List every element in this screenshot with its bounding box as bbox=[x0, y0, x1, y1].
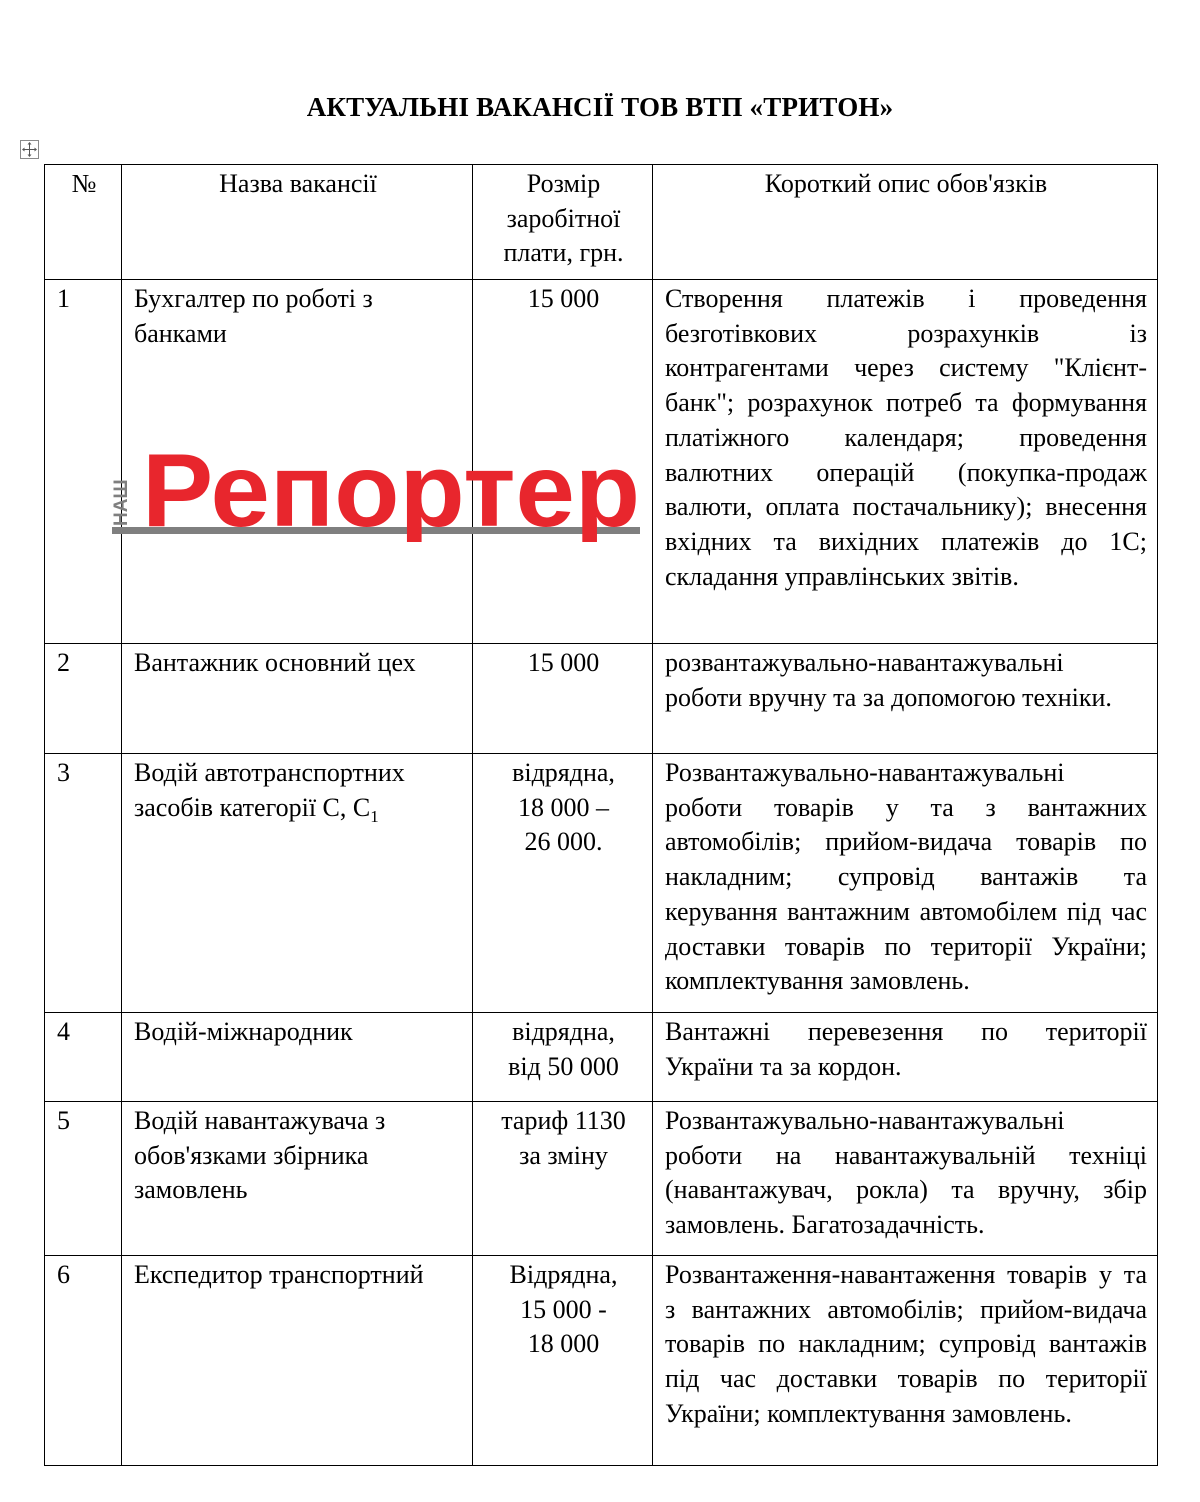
vacancy-name: Бухгалтер по роботі з банками bbox=[122, 280, 473, 644]
duties-description: розвантажувально-навантажувальні роботи вручну та за допомогою техніки. bbox=[653, 644, 1158, 754]
table-row bbox=[45, 644, 1158, 754]
table-header-row bbox=[45, 165, 1158, 280]
logo-prefix: НАШ bbox=[112, 479, 132, 526]
nash-reporter-watermark-logo bbox=[112, 442, 642, 542]
row-number: 4 bbox=[45, 1013, 122, 1102]
header-salary: Розмір заробітної плати, грн. bbox=[473, 165, 653, 280]
row-number: 6 bbox=[45, 1256, 122, 1466]
duties-description: Розвантаження-навантаження товарів у та з вантажних автомобілів; прийом-видача товарів по накладним; супровід вантажів під час доставки товарів по території України; комплектування замовлень. bbox=[653, 1256, 1158, 1466]
salary-line: 26 000. bbox=[524, 827, 603, 857]
row-number: 5 bbox=[45, 1102, 122, 1256]
vacancy-name-text: Водій автотранспортних засобів категорії С, С bbox=[134, 758, 405, 822]
salary-line: відрядна, bbox=[512, 758, 615, 787]
salary-line: від 50 000 bbox=[508, 1051, 619, 1081]
category-subscript: 1 bbox=[370, 806, 379, 826]
vacancy-name: Водій-міжнародник bbox=[122, 1013, 473, 1102]
vacancy-name: Експедитор транспортний bbox=[122, 1256, 473, 1466]
salary: 15 000 bbox=[473, 644, 653, 754]
duties-description: Вантажні перевезення по території України та за кордон. bbox=[653, 1013, 1158, 1102]
vacancy-name: Вантажник основний цех bbox=[122, 644, 473, 754]
header-description: Короткий опис обов'язків bbox=[653, 165, 1158, 280]
logo-wordmark: Репортер bbox=[142, 442, 640, 542]
salary-line: Відрядна, bbox=[509, 1260, 618, 1289]
duties-description: Розвантажувально-навантажувальні роботи на навантажувальній техніці (навантажувач, рокла) та вручну, збір замовлень. Багатозадачність. bbox=[653, 1102, 1158, 1256]
table-move-handle-icon[interactable] bbox=[20, 140, 39, 159]
header-vacancy-name: Назва вакансії bbox=[122, 165, 473, 280]
salary: 15 000 bbox=[473, 280, 653, 644]
row-number: 1 bbox=[45, 280, 122, 644]
salary bbox=[473, 1256, 653, 1466]
table-row bbox=[45, 1102, 1158, 1256]
table-row bbox=[45, 1256, 1158, 1466]
salary-line: за зміну bbox=[519, 1140, 608, 1170]
row-number: 3 bbox=[45, 754, 122, 1013]
salary bbox=[473, 754, 653, 1013]
duties-description: Розвантажувально-навантажувальні роботи товарів у та з вантажних автомобілів; прийом-видача товарів по накладним; супровід вантажів та керування вантажним автомобілем під час доставки товарів по території України; комплектування замовлень. bbox=[653, 754, 1158, 1013]
header-number: № bbox=[45, 165, 122, 280]
salary-line: 18 000 bbox=[527, 1329, 600, 1359]
vacancy-name bbox=[122, 754, 473, 1013]
document-title: АКТУАЛЬНІ ВАКАНСІЇ ТОВ ВТП «ТРИТОН» bbox=[306, 92, 894, 122]
salary-line: відрядна, bbox=[512, 1017, 615, 1046]
vacancies-table bbox=[44, 164, 1158, 1466]
salary-line: 18 000 – bbox=[518, 792, 609, 822]
salary bbox=[473, 1013, 653, 1102]
salary bbox=[473, 1102, 653, 1256]
table-row bbox=[45, 1013, 1158, 1102]
duties-description: Створення платежів і проведення безготівкових розрахунків із контрагентами через систему "Клієнт-банк"; розрахунок потреб та формування платіжного календаря; проведення валютних операцій (покупка-продаж валюти, оплата постачальнику); внесення вхідних та вихідних платежів до 1С; складання управлінських звітів. bbox=[653, 280, 1158, 644]
row-number: 2 bbox=[45, 644, 122, 754]
vacancy-name: Водій навантажувача з обов'язками збірника замовлень bbox=[122, 1102, 473, 1256]
salary-line: тариф 1130 bbox=[501, 1106, 626, 1135]
salary-line: 15 000 - bbox=[520, 1294, 607, 1324]
table-row bbox=[45, 754, 1158, 1013]
